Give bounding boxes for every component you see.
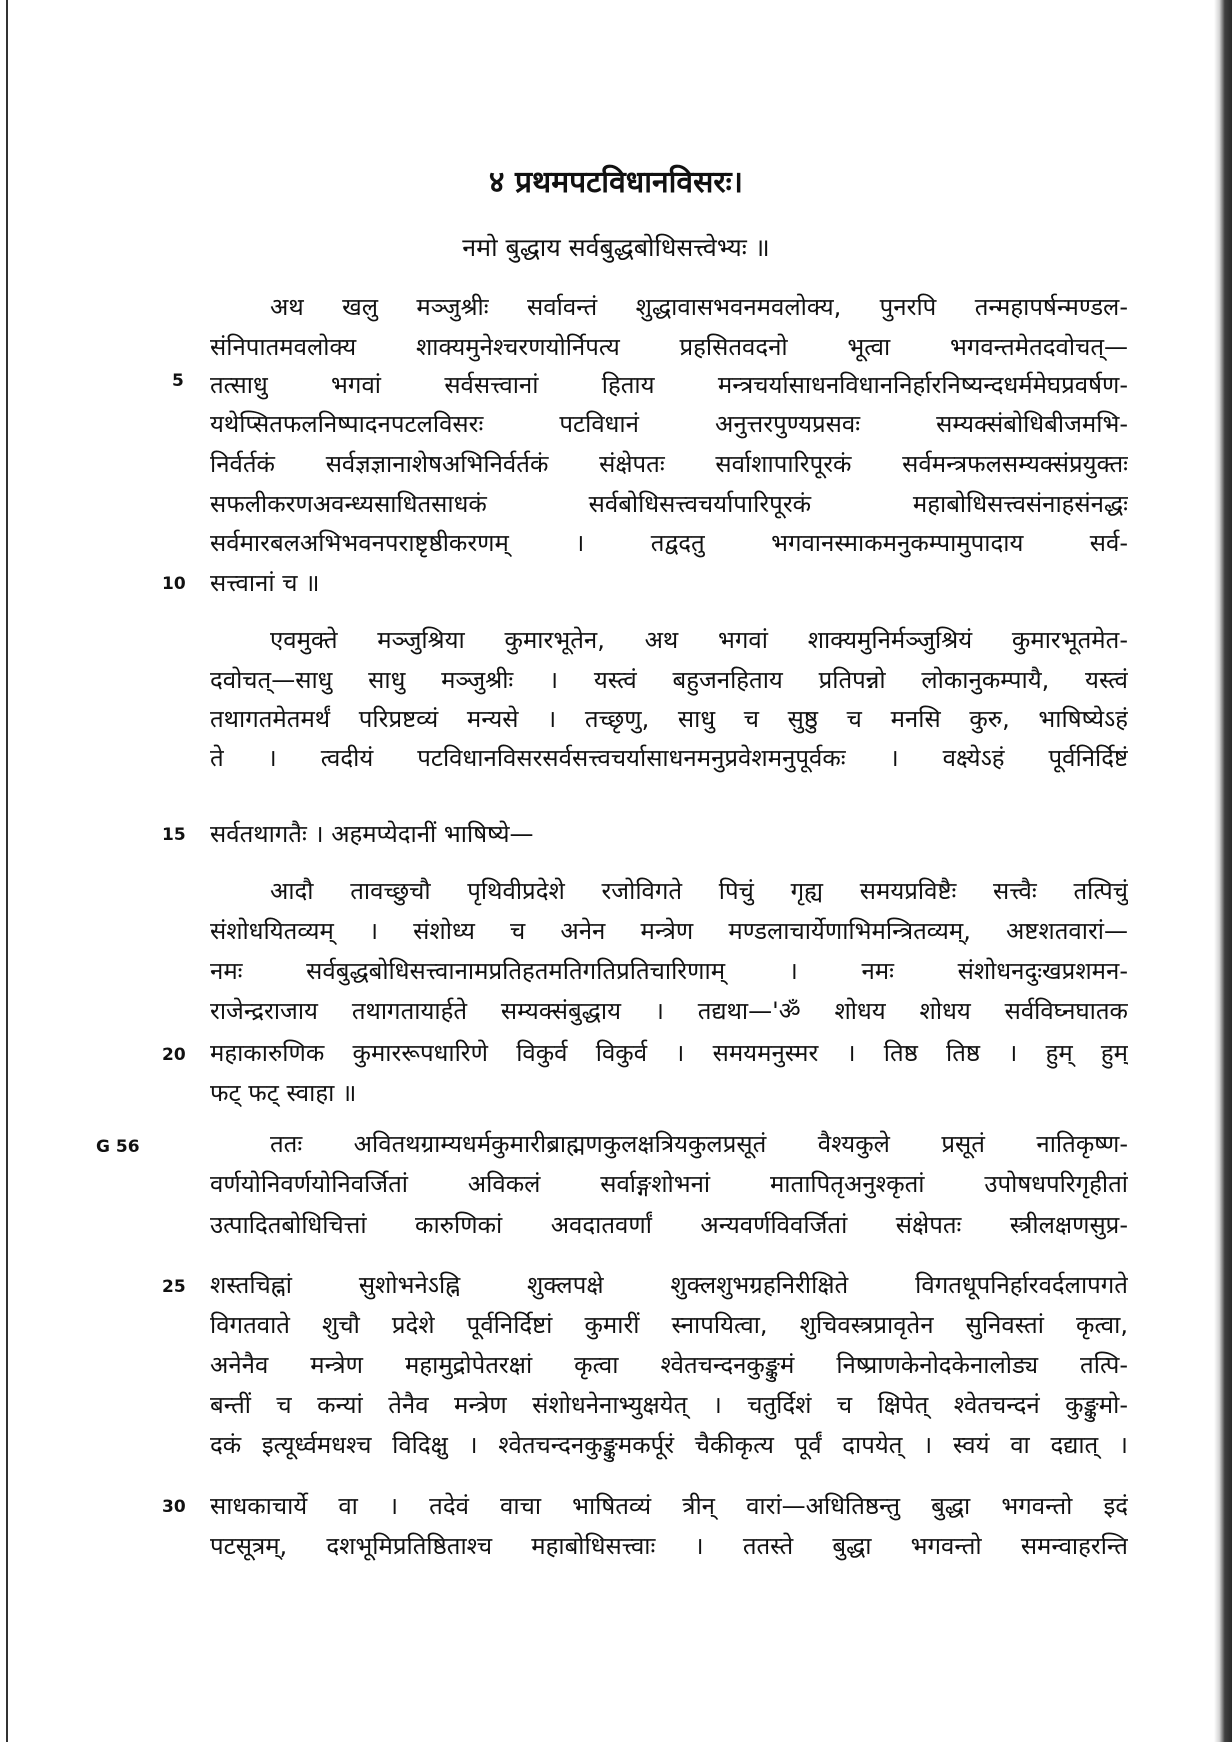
text-line: विगतवाते शुचौ प्रदेशे पूर्वनिर्दिष्टां कुमारीं स्नापयित्वा, शुचिवस्त्रप्रावृतेन सुनिवस्तां कृत्वा, xyxy=(210,1311,1128,1339)
text-line: तत्साधु भगवां सर्वसत्त्वानां हिताय मन्त्रचर्यासाधनविधाननिर्हारनिष्यन्दधर्ममेघप्रवर्षण- xyxy=(210,371,1128,399)
text-line: वर्णयोनिवर्णयोनिवर्जितां अविकलं सर्वाङ्गशोभनां मातापितृअनुश्कृतां उपोषधपरिगृहीतां xyxy=(210,1170,1128,1198)
text-line: नमः सर्वबुद्धबोधिसत्त्वानामप्रतिहतमतिगतिप्रतिचारिणाम् । नमः संशोधनदुःखप्रशमन- xyxy=(210,957,1128,985)
line-number-10: 10 xyxy=(162,574,186,594)
text-line: सर्वमारबलअभिभवनपराष्टृष्ठीकरणम् । तद्वदतु भगवानस्माकमनुकम्पामुपादाय सर्व- xyxy=(210,529,1128,557)
text-line: तथागतमेतमर्थं परिप्रष्टव्यं मन्यसे । तच्छृणु, साधु च सुष्ठु च मनसि कुरु, भाषिष्येऽहं xyxy=(210,705,1128,733)
text-line: यथेप्सितफलनिष्पादनपटलविसरः पटविधानं अनुत्तरपुण्यप्रसवः सम्यक्संबोधिबीजमभि- xyxy=(210,410,1128,438)
line-number-5: 5 xyxy=(172,371,184,391)
text-line: संशोधयितव्यम् । संशोध्य च अनेन मन्त्रेण मण्डलाचार्येणाभिमन्त्रितव्यम्, अष्टशतवारां— xyxy=(210,917,1128,945)
text-line: शस्तचिह्नां सुशोभनेऽह्नि शुक्लपक्षे शुक्लशुभग्रहनिरीक्षिते विगतधूपनिर्हारवर्दलापगते xyxy=(210,1271,1128,1299)
text-line: बन्तीं च कन्यां तेनैव मन्त्रेण संशोधनेनाभ्युक्षयेत् । चतुर्दिशं च क्षिपेत् श्वेतचन्दनं कुङ्कुमो- xyxy=(210,1391,1128,1419)
text-line: संनिपातमवलोक्य शाक्यमुनेश्चरणयोर्निपत्य प्रहसितवदनो भूत्वा भगवन्तमेतदवोचत्— xyxy=(210,333,1128,361)
line-number-30: 30 xyxy=(162,1497,186,1517)
text-line: राजेन्द्रराजाय तथागतायार्हते सम्यक्संबुद्धाय । तद्यथा—'ॐ शोधय शोधय सर्वविघ्नघातक xyxy=(210,997,1128,1025)
text-line: महाकारुणिक कुमाररूपधारिणे विकुर्व विकुर्व । समयमनुस्मर । तिष्ठ तिष्ठ । हुम् हुम् xyxy=(210,1039,1128,1067)
text-line: साधकाचार्ये वा । तदेवं वाचा भाषितव्यं त्रीन् वारां—अधितिष्ठन्तु बुद्धा भगवन्तो इदं xyxy=(210,1492,1128,1520)
text-line: एवमुक्ते मञ्जुश्रिया कुमारभूतेन, अथ भगवां शाक्यमुनिर्मञ्जुश्रियं कुमारभूतमेत- xyxy=(270,626,1128,654)
text-line: उत्पादितबोधिचित्तां कारुणिकां अवदातवर्णां अन्यवर्णविवर्जितां संक्षेपतः स्त्रीलक्षणसुप्र- xyxy=(210,1211,1128,1239)
margin-reference: G 56 xyxy=(96,1137,140,1157)
text-line: पटसूत्रम्, दशभूमिप्रतिष्ठिताश्च महाबोधिसत्त्वाः । ततस्ते बुद्धा भगवन्तो समन्वाहरन्ति xyxy=(210,1532,1128,1560)
text-line: सत्त्वानां च ॥ xyxy=(210,569,320,597)
chapter-title: ४ प्रथमपटविधानविसरः। xyxy=(488,165,744,200)
text-line: दकं इत्यूर्ध्वमधश्च विदिक्षु । श्वेतचन्दनकुङ्कुमकर्पूरं चैकीकृत्य पूर्वं दापयेत् । स्वयं वा दद्यात् । xyxy=(210,1431,1128,1459)
text-line: सर्वतथागतैः । अहमप्येदानीं भाषिष्ये— xyxy=(210,820,534,848)
text-line: सफलीकरणअवन्ध्यसाधितसाधकं सर्वबोधिसत्त्वचर्यापारिपूरकं महाबोधिसत्त्वसंनाहसंनद्धः xyxy=(210,490,1128,518)
line-number-15: 15 xyxy=(162,825,186,845)
text-line: ततः अवितथग्राम्यधर्मकुमारीब्राह्मणकुलक्षत्रियकुलप्रसूतं वैश्यकुले प्रसूतं नातिकृष्ण- xyxy=(270,1130,1128,1158)
line-number-25: 25 xyxy=(162,1277,186,1297)
invocation-line: नमो बुद्धाय सर्वबुद्धबोधिसत्त्वेभ्यः ॥ xyxy=(462,233,770,262)
text-line: अनेनैव मन्त्रेण महामुद्रोपेतरक्षां कृत्वा श्वेतचन्दनकुङ्कुमं निष्प्राणकेनोदकेनालोड्य तत्पि- xyxy=(210,1351,1128,1379)
text-line: आदौ तावच्छुचौ पृथिवीप्रदेशे रजोविगते पिचुं गृह्य समयप्रविष्टैः सत्त्वैः तत्पिचुं xyxy=(270,877,1128,905)
text-line: निर्वर्तकं सर्वज्ञज्ञानाशेषअभिनिर्वर्तकं संक्षेपतः सर्वाशापारिपूरकं सर्वमन्त्रफलसम्यक्संप्रयुक्तः xyxy=(210,450,1128,478)
text-line: दवोचत्—साधु साधु मञ्जुश्रीः । यस्त्वं बहुजनहिताय प्रतिपन्नो लोकानुकम्पायै, यस्त्वं xyxy=(210,666,1128,694)
line-number-20: 20 xyxy=(162,1045,186,1065)
text-line: अथ खलु मञ्जुश्रीः सर्वावन्तं शुद्धावासभवनमवलोक्य, पुनरपि तन्महापर्षन्मण्डल- xyxy=(270,293,1128,321)
text-line: ते । त्वदीयं पटविधानविसरसर्वसत्त्वचर्यासाधनमनुप्रवेशमनुपूर्वकः । वक्ष्येऽहं पूर्वनिर्दिष्टं xyxy=(210,744,1128,772)
text-line: फट् फट् स्वाहा ॥ xyxy=(210,1079,357,1107)
